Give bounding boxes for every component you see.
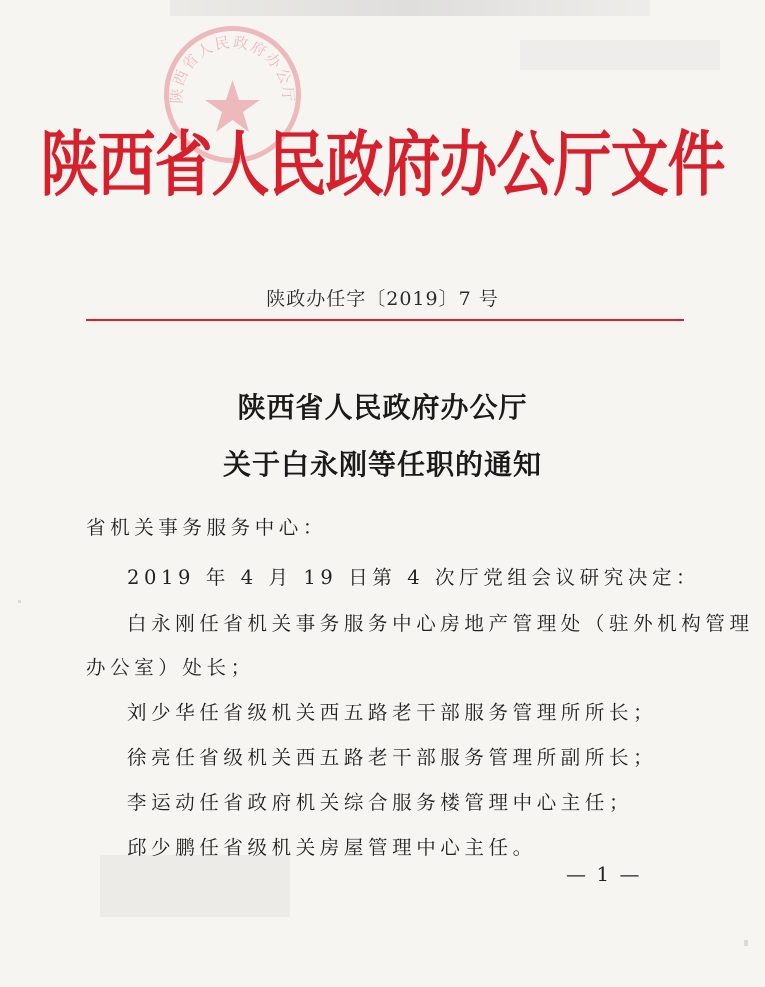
scan-speck [18, 600, 21, 603]
document-number: 陕政办任字〔2019〕7 号 [266, 288, 499, 310]
scan-bleed-through [170, 0, 650, 16]
scan-smudge [520, 40, 720, 70]
body-paragraph: 白永刚任省机关事务服务中心房地产管理处（驻外机构管理 [127, 612, 754, 635]
body-paragraph-continuation: 办公室）处长； [86, 656, 255, 679]
scan-smudge [100, 855, 290, 917]
body-paragraph: 徐亮任省级机关西五路老干部服务管理所副所长； [127, 746, 658, 769]
seal-ring-text: 陕西省人民政府办公厅 [167, 32, 298, 105]
body-paragraph: 2019 年 4 月 19 日第 4 次厅党组会议研究决定： [127, 566, 701, 589]
body-paragraph: 邱少鹏任省级机关房屋管理中心主任。 [127, 836, 537, 859]
document-header-title: 陕西省人民政府办公厅文件 [40, 123, 725, 207]
scan-speck [744, 940, 748, 946]
addressee: 省机关事务服务中心： [86, 516, 328, 539]
notice-title-line1: 陕西省人民政府办公厅 [237, 391, 528, 424]
page-number: — 1 — [566, 862, 642, 886]
body-paragraph: 刘少华任省级机关西五路老干部服务管理所所长； [127, 701, 658, 724]
notice-title-line2: 关于白永刚等任职的通知 [222, 448, 542, 481]
body-paragraph: 李运动任省政府机关综合服务楼管理中心主任； [127, 791, 634, 814]
red-divider-line [86, 319, 684, 321]
